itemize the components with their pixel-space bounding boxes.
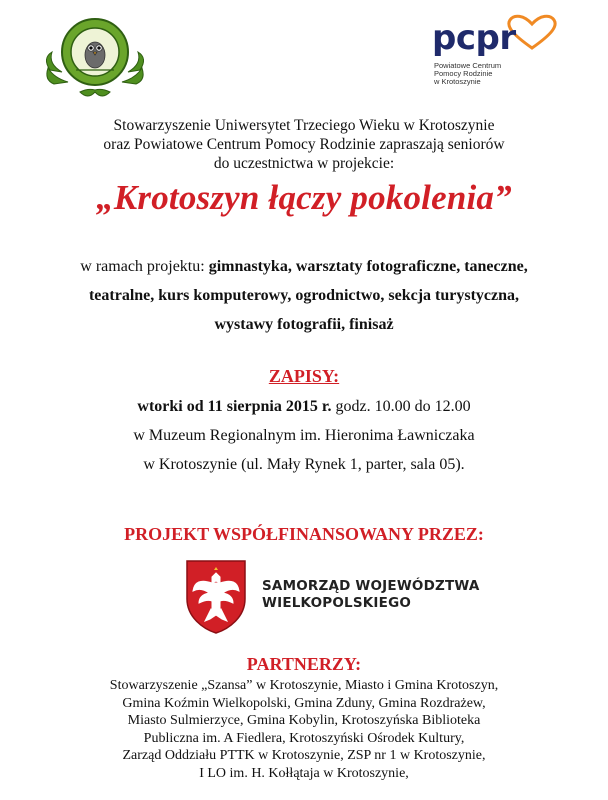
partners-line: Gmina Koźmin Wielkopolski, Gmina Zduny, Gmina Rozdrażew,: [122, 695, 486, 711]
signup-date-line: wtorki od 11 sierpnia 2015 r. godz. 10.00 do 12.00: [137, 398, 471, 415]
partners-line: Miasto Sulmierzyce, Gmina Kobylin, Krotoszyńska Biblioteka: [127, 713, 481, 728]
partners-line: I LO im. H. Kołłątaja w Krotoszynie,: [199, 765, 409, 781]
seal-graphic: [40, 10, 150, 100]
intro-line: do uczestnictwa w projekcie:: [213, 155, 395, 172]
pcpr-sub-line: Pomocy Rodzinie: [434, 69, 493, 78]
eagle-shield-icon: [183, 557, 249, 635]
pcpr-subtitle: [434, 62, 501, 86]
pcpr-sub-line: w Krotoszynie: [434, 77, 481, 86]
partners-heading: PARTNERZY:: [246, 654, 362, 674]
cofinanced-heading: PROJEKT WSPÓŁFINANSOWANY PRZEZ:: [124, 524, 484, 544]
intro-text: [0, 116, 608, 173]
voivodeship-name-line: WIELKOPOLSKIEGO: [262, 595, 412, 611]
utw-seal-logo: [40, 10, 150, 100]
activities-line: teatralne, kurs komputerowy, ogrodnictwo, sekcja turystyczna,: [88, 287, 520, 304]
partners-list: [0, 677, 608, 782]
partners-line: Publiczna im. A Fiedlera, Krotoszyński Ośrodek Kultury,: [143, 730, 465, 746]
voivodeship-name-line: SAMORZĄD WOJEWÓDZTWA: [262, 578, 480, 594]
activities-line: wystawy fotografii, finisaż: [214, 316, 394, 333]
partners-line: Stowarzyszenie „Szansa” w Krotoszynie, Miasto i Gmina Krotoszyn,: [109, 678, 499, 693]
intro-line: Stowarzyszenie Uniwersytet Trzeciego Wieku w Krotoszynie: [113, 117, 495, 134]
signup-info: [0, 392, 608, 479]
intro-line: oraz Powiatowe Centrum Pomocy Rodzinie zapraszają seniorów: [103, 136, 505, 153]
pcpr-sub-line: Powiatowe Centrum: [434, 61, 502, 70]
voivodeship-name: [262, 578, 480, 612]
voivodeship-emblem: [183, 557, 249, 635]
signup-place-line: w Muzeum Regionalnym im. Hieronima Ławniczaka: [133, 427, 475, 444]
partners-line: Zarząd Oddziału PTTK w Krotoszynie, ZSP nr 1 w Krotoszynie,: [122, 748, 486, 763]
project-title: „Krotoszyn łączy pokolenia”: [96, 178, 512, 217]
activities-line: w ramach projektu: gimnastyka, warsztaty fotograficzne, taneczne,: [80, 258, 528, 275]
owl-icon: [85, 42, 105, 68]
pcpr-wordmark: pcpr: [432, 18, 516, 58]
activities-list: [0, 252, 608, 339]
pcpr-logo: [432, 12, 572, 102]
signup-place-line: w Krotoszynie (ul. Mały Rynek 1, parter, sala 05).: [143, 456, 465, 473]
signup-heading: ZAPISY:: [268, 366, 340, 386]
